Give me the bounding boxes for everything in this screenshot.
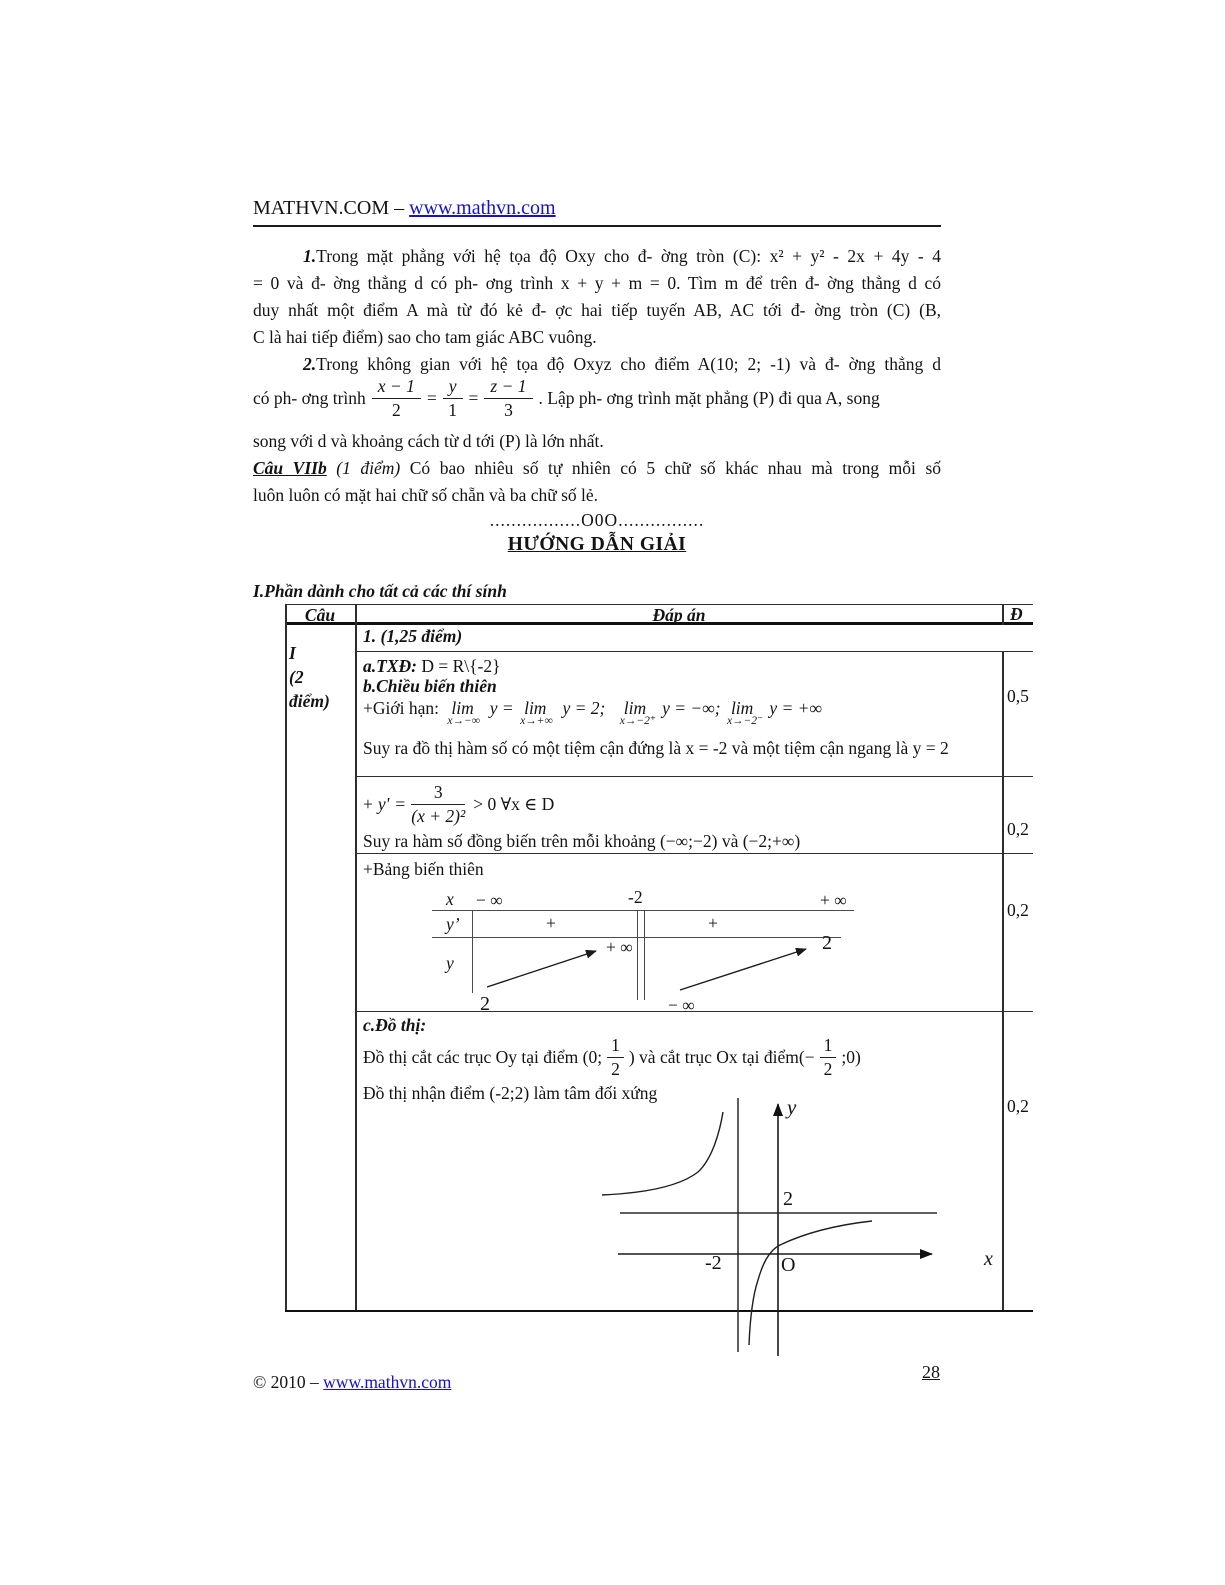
bbt-x-label: x — [446, 889, 454, 909]
answer-bienthien-title: b.Chiều biến thiên — [363, 676, 497, 696]
fraction-3-over-x-plus-2-sq: $\frac{3}{\text{(x + 2)²}}$ — [411, 781, 466, 826]
column-header-dapan: Đáp án — [652, 605, 706, 625]
y-prime: y' — [377, 793, 390, 814]
fraction-z-1-over-3: $\frac{z - 1}{3}$ — [484, 376, 532, 421]
graph-y-axis-label: y — [787, 1095, 797, 1119]
bbt-y-two-right: 2 — [822, 932, 832, 954]
problem-7b-line-1: Câu VIIb (1 điểm) Có bao nhiêu số tự nhiên có 5 chữ số khác nhau mà trong mỗi số — [253, 458, 941, 478]
problem-1-line-2: = 0 và đ- ờng thẳng d có ph- ơng trình x + y + m = 0. Tìm m để trên đ- ờng thẳng d có — [253, 273, 941, 293]
fraction-one-half-a: $\frac{1}{2}$ — [607, 1035, 624, 1080]
table-divider-cau — [355, 604, 357, 1311]
solution-heading-wrap — [253, 534, 941, 556]
fraction-x-1-over-2: $\frac{x - 1}{2}$ — [372, 376, 421, 421]
bbt-y-neg-inf: − ∞ — [668, 995, 695, 1015]
variation-table-title: +Bảng biến thiên — [363, 859, 484, 879]
problem-2-line-1: 2.Trong không gian với hệ tọa độ Oxyz cho điểm A(10; 2; -1) và đ- ờng thẳng d — [303, 354, 941, 374]
problem-2-equation-line: có ph- ơng trình $\frac{x - 1}{2}$ = $\frac{y}{1}$ = $\frac{z - 1}{3}$ . Lập ph- ơng trình mặt phẳng (P) đi qua A, song — [253, 375, 880, 420]
function-graph — [598, 1094, 1010, 1364]
page-number: 28 — [922, 1362, 940, 1382]
part-1-label: I.Phần dành cho tất cả các thí sính — [253, 581, 507, 601]
points-row-3: 0,2 — [1007, 900, 1029, 920]
variation-table-diagram — [428, 884, 858, 1014]
graph-section-title: c.Đồ thị: — [363, 1015, 427, 1035]
separator-o0o: .................O0O................ — [489, 510, 705, 530]
graph-minus-two-label: -2 — [705, 1252, 722, 1274]
answer-txd-line: a.TXĐ: D = R\{-2} — [363, 656, 501, 676]
points-row-4: 0,2 — [1007, 1096, 1029, 1116]
column-header-diem: Đ — [1010, 604, 1023, 624]
bbt-y-pos-inf: + ∞ — [606, 937, 633, 957]
graph-x-axis-label: x — [984, 1248, 993, 1270]
bbt-y-label: y — [446, 953, 454, 973]
header-rule — [253, 225, 941, 227]
bbt-plus-1: + — [546, 913, 556, 933]
answer-part-1-title: 1. (1,25 điểm) — [363, 626, 463, 646]
bbt-arrows — [428, 884, 858, 1014]
bbt-x-minus2: -2 — [628, 887, 643, 907]
limit-1: lim x→−∞ — [447, 698, 480, 727]
question-cell: I (2 điểm) — [289, 643, 330, 711]
copyright-text: © 2010 – — [253, 1372, 324, 1392]
problem-1-line-1: 1.Trong mặt phẳng với hệ tọa độ Oxy cho đ- ờng tròn (C): x² + y² - 2x + 4y - 4 — [303, 246, 941, 266]
limit-2: lim x→+∞ — [520, 698, 553, 727]
solution-heading: HƯỚNG DẪN GIẢI — [507, 534, 687, 555]
limit-4: lim x→−2⁻ — [726, 698, 764, 727]
derivative-line: + y' = $\frac{3}{\text{(x + 2)²}}$ > 0 ∀x ∈ D — [363, 781, 555, 826]
problem-2-number: 2. — [303, 354, 317, 374]
header-site-link[interactable]: www.mathvn.com — [409, 197, 556, 219]
page-header — [253, 197, 941, 220]
problem-1-number: 1. — [303, 246, 317, 266]
bbt-plus-2: + — [708, 913, 718, 933]
page-footer — [253, 1372, 451, 1393]
fraction-y-over-1: $\frac{y}{1}$ — [443, 376, 463, 421]
problem-7b-line-2: luôn luôn có mặt hai chữ số chẵn và ba chữ số lẻ. — [253, 485, 599, 505]
symmetry-line: Đồ thị nhận điểm (-2;2) làm tâm đối xứng — [363, 1083, 658, 1103]
fraction-one-half-b: $\frac{1}{2}$ — [820, 1035, 837, 1080]
row-rule-2 — [355, 776, 1033, 777]
problem-1-line-4: C là hai tiếp điểm) sao cho tam giác ABC vuông. — [253, 327, 597, 347]
problem-7b-label: Câu VIIb — [253, 458, 327, 478]
table-border-left — [285, 604, 287, 1311]
graph-two-label: 2 — [783, 1188, 793, 1210]
bbt-x-neg-inf: − ∞ — [476, 890, 503, 910]
bbt-yprime-label: y’ — [446, 914, 460, 934]
column-header-cau: Câu — [304, 605, 336, 625]
graph-origin-label: O — [781, 1254, 796, 1276]
footer-site-link[interactable]: www.mathvn.com — [323, 1372, 452, 1392]
limit-3: lim x→−2⁺ — [619, 698, 656, 727]
monotonic-conclusion: Suy ra hàm số đồng biến trên mỗi khoảng (−∞;−2) và (−2;+∞) — [363, 831, 801, 851]
problem-1-line-3: duy nhất một điểm A mà từ đó kẻ đ- ợc hai tiếp tuyến AB, AC tới đ- ờng tròn (C) (B, — [253, 300, 941, 320]
asymptote-conclusion: Suy ra đồ thị hàm số có một tiệm cận đứng là x = -2 và một tiệm cận ngang là y = 2 — [363, 738, 949, 758]
limits-line: +Giới hạn: lim x→−∞ y = lim x→+∞ y = 2; lim x→−2⁺ y = −∞; lim x→−2⁻ y = +∞ — [363, 698, 822, 727]
problem-2-line-3: song với d và khoảng cách từ d tới (P) là lớn nhất. — [253, 431, 604, 451]
intercepts-line: Đồ thị cắt các trục Oy tại điểm (0; $\frac{1}{2}$ ) và cắt trục Ox tại điểm(− $\frac{1}{2}$ ;0) — [363, 1034, 861, 1079]
site-title: MATHVN.COM – — [253, 197, 410, 219]
points-row-2: 0,2 — [1007, 819, 1029, 839]
points-row-1: 0,5 — [1007, 686, 1029, 706]
bbt-y-two-left: 2 — [480, 993, 490, 1015]
bbt-x-pos-inf: + ∞ — [820, 890, 847, 910]
